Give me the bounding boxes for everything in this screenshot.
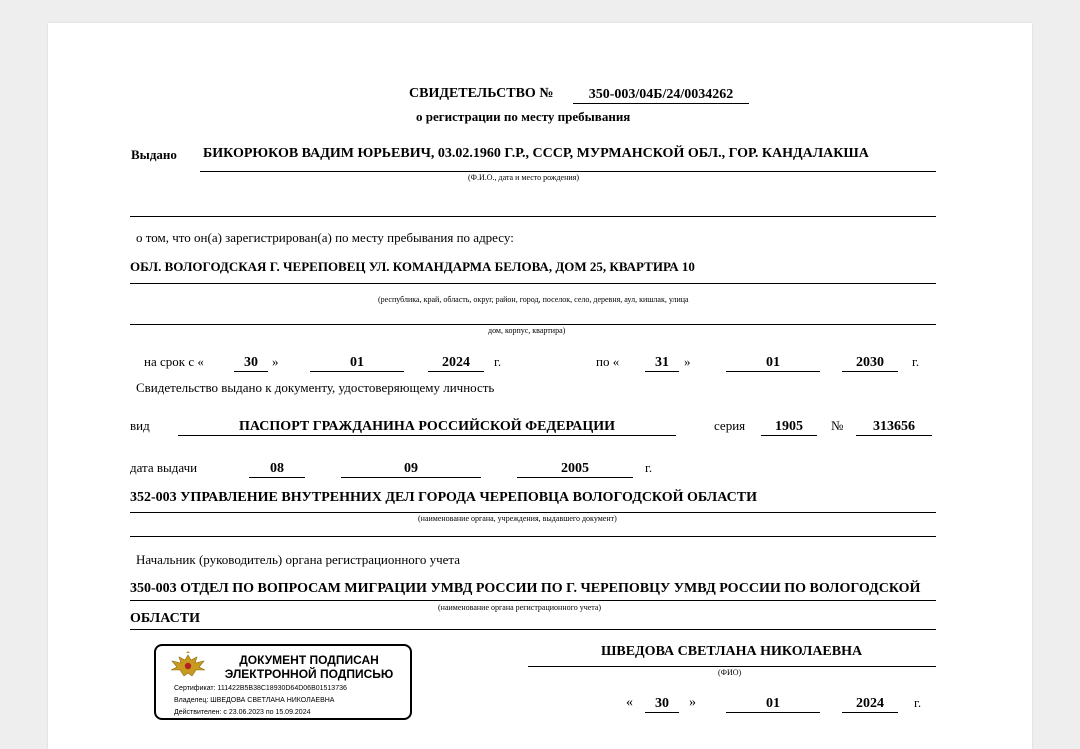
period-to-year-suffix: г. — [912, 354, 920, 369]
issuer-blank-line — [130, 536, 936, 537]
address-value: ОБЛ. ВОЛОГОДСКАЯ Г. ЧЕРЕПОВЕЦ УЛ. КОМАНДАРМА БЕЛОВА, ДОМ 25, КВАРТИРА 10 — [130, 259, 695, 274]
document-title: СВИДЕТЕЛЬСТВО № — [409, 86, 554, 101]
sign-date-month: 01 — [726, 696, 820, 713]
signer-underline — [528, 666, 936, 667]
reg-organ-line-2: ОБЛАСТИ — [130, 611, 200, 626]
period-to-year: 2030 — [842, 355, 898, 372]
issuer-underline — [130, 512, 936, 513]
address-underline — [130, 283, 936, 284]
period-from-month: 01 — [310, 355, 404, 372]
address-intro: о том, что он(а) зарегистрирован(а) по месту пребывания по адресу: — [136, 230, 514, 245]
sign-date-day: 30 — [645, 696, 679, 713]
period-from-label: на срок с « — [144, 354, 204, 369]
signer-caption: (ФИО) — [718, 668, 742, 677]
period-to-label: по « — [596, 354, 620, 369]
doc-series-value: 1905 — [761, 419, 817, 436]
reg-organ-underline — [130, 600, 936, 601]
stamp-owner: Владелец: ШВЕДОВА СВЕТЛАНА НИКОЛАЕВНА — [174, 697, 335, 704]
doc-date-year: 2005 — [517, 461, 633, 478]
issuer-name: 352-003 УПРАВЛЕНИЕ ВНУТРЕННИХ ДЕЛ ГОРОДА ЧЕРЕПОВЦА ВОЛОГОДСКОЙ ОБЛАСТИ — [130, 490, 757, 505]
doc-number-label: № — [831, 418, 844, 433]
period-to-day: 31 — [645, 355, 679, 372]
stamp-title-1: ДОКУМЕНТ ПОДПИСАН — [239, 653, 379, 667]
double-headed-eagle-icon — [168, 651, 208, 686]
reg-organ-line-1: 350-003 ОТДЕЛ ПО ВОПРОСАМ МИГРАЦИИ УМВД РОССИИ ПО Г. ЧЕРЕПОВЦУ УМВД РОССИИ ПО ВОЛОГОДСКОЙ — [130, 581, 921, 596]
sign-date-open-quote: « — [626, 695, 633, 710]
period-from-close-quote: » — [272, 354, 279, 369]
doc-date-label: дата выдачи — [130, 460, 198, 475]
stamp-title-2: ЭЛЕКТРОННОЙ ПОДПИСЬЮ — [224, 667, 394, 681]
period-from-year: 2024 — [428, 355, 484, 372]
head-intro: Начальник (руководитель) органа регистрационного учета — [136, 552, 460, 567]
issued-label: Выдано — [131, 147, 177, 162]
certificate-number: 350-003/04Б/24/0034262 — [573, 87, 749, 104]
doc-date-day: 08 — [249, 461, 305, 478]
issuer-caption: (наименование органа, учреждения, выдавшего документ) — [418, 514, 617, 523]
doc-type-label: вид — [130, 418, 150, 433]
certificate-page — [48, 23, 1032, 749]
address-underline-2 — [130, 324, 936, 325]
document-subtitle: о регистрации по месту пребывания — [416, 109, 631, 124]
blank-line — [130, 216, 936, 217]
doc-number-value: 313656 — [856, 419, 932, 436]
stamp-certificate: Сертификат: 111422B5B38C18930D64D06B01513736 — [174, 685, 347, 692]
doc-intro: Свидетельство выдано к документу, удостоверяющему личность — [136, 380, 495, 395]
period-to-month: 01 — [726, 355, 820, 372]
person-name: БИКОРЮКОВ ВАДИМ ЮРЬЕВИЧ, 03.02.1960 Г.Р., СССР, МУРМАНСКОЙ ОБЛ., ГОР. КАНДАЛАКША — [203, 146, 869, 161]
sign-date-year: 2024 — [842, 696, 898, 713]
doc-series-label: серия — [714, 418, 746, 433]
electronic-signature-stamp — [154, 644, 412, 720]
reg-organ-caption: (наименование органа регистрационного учета) — [438, 603, 602, 612]
period-to-close-quote: » — [684, 354, 691, 369]
person-underline — [200, 171, 936, 172]
signer-name: ШВЕДОВА СВЕТЛАНА НИКОЛАЕВНА — [601, 644, 863, 659]
reg-organ-underline-2 — [130, 629, 936, 630]
person-caption: (Ф.И.О., дата и место рождения) — [468, 173, 579, 182]
doc-date-month: 09 — [341, 461, 481, 478]
address-caption-2: дом, корпус, квартира) — [488, 326, 566, 335]
stamp-validity: Действителен: с 23.06.2023 по 15.09.2024 — [174, 709, 311, 716]
period-from-year-suffix: г. — [494, 354, 502, 369]
address-caption-1: (республика, край, область, округ, район, город, поселок, село, деревня, аул, кишлак, улица — [378, 295, 689, 304]
doc-type-value: ПАСПОРТ ГРАЖДАНИНА РОССИЙСКОЙ ФЕДЕРАЦИИ — [178, 419, 676, 436]
doc-date-year-suffix: г. — [645, 460, 653, 475]
sign-date-year-suffix: г. — [914, 695, 922, 710]
sign-date-close-quote: » — [689, 695, 696, 710]
period-from-day: 30 — [234, 355, 268, 372]
